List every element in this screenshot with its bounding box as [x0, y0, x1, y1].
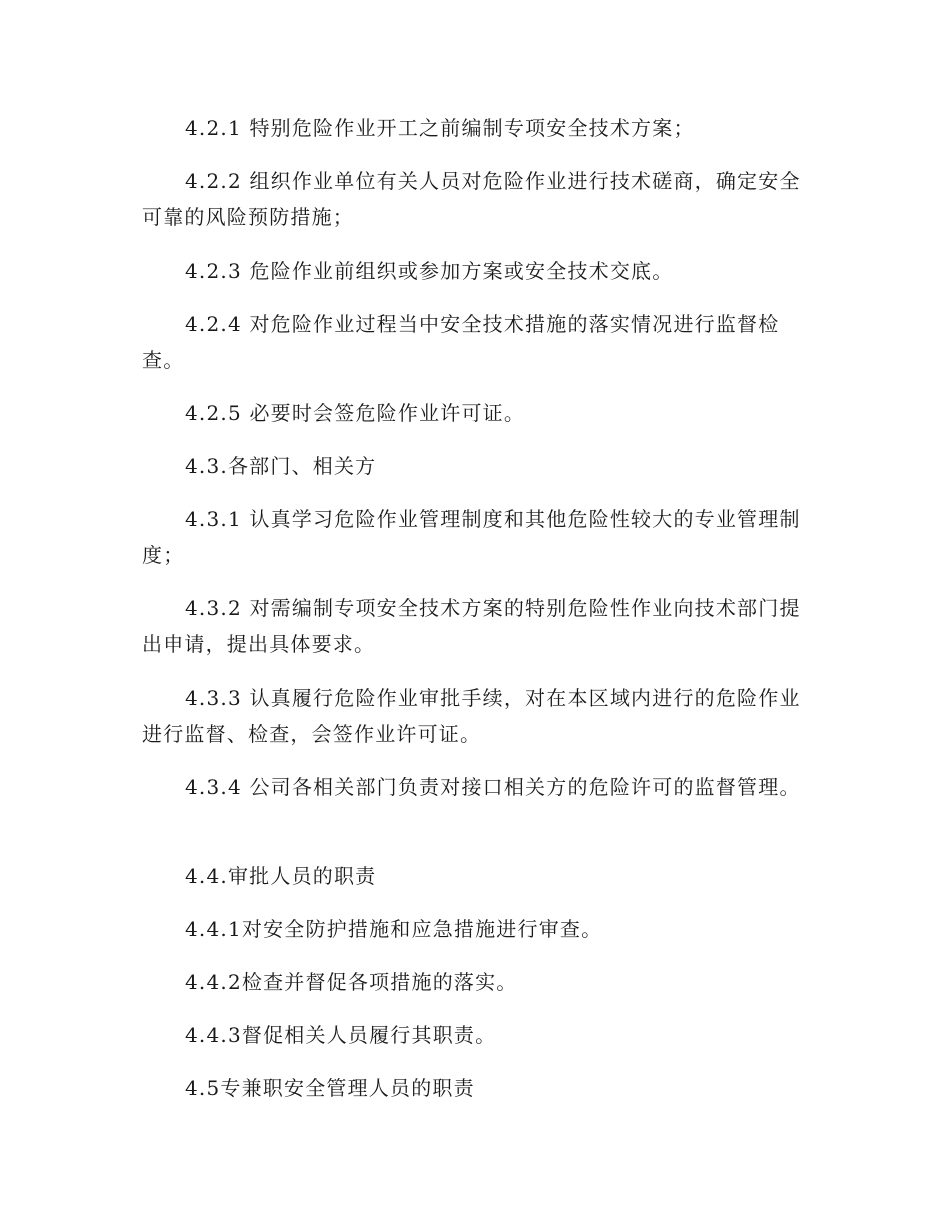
paragraph-4-3-2: 4.3.2 对需编制专项安全技术方案的特别危险性作业向技术部门提出申请，提出具体要求。 [142, 596, 801, 656]
paragraph-4-3-3: 4.3.3 认真履行危险作业审批手续，对在本区域内进行的危险作业进行监督、检查，会签作业许可证。 [142, 686, 801, 746]
paragraph-4-4-3: 4.4.3督促相关人员履行其职责。 [185, 1023, 497, 1047]
paragraph-4-4-1: 4.4.1对安全防护措施和应急措施进行审查。 [185, 917, 603, 941]
paragraph-4-2-1: 4.2.1 特别危险作业开工之前编制专项安全技术方案； [185, 116, 695, 140]
heading-4-4: 4.4.审批人员的职责 [185, 864, 377, 888]
paragraph-4-2-4: 4.2.4 对危险作业过程当中安全技术措施的落实情况进行监督检查。 [142, 312, 780, 372]
paragraph-4-2-5: 4.2.5 必要时会签危险作业许可证。 [185, 401, 526, 425]
paragraph-4-3-1: 4.3.1 认真学习危险作业管理制度和其他危险性较大的专业管理制度； [142, 507, 801, 567]
paragraph-4-2-3: 4.2.3 危险作业前组织或参加方案或安全技术交底。 [185, 259, 674, 283]
paragraph-4-4-2: 4.4.2检查并督促各项措施的落实。 [185, 970, 518, 994]
paragraph-4-3-4: 4.3.4 公司各相关部门负责对接口相关方的危险许可的监督管理。 [185, 775, 801, 799]
heading-4-3: 4.3.各部门、相关方 [185, 454, 377, 478]
paragraph-4-2-2: 4.2.2 组织作业单位有关人员对危险作业进行技术磋商，确定安全可靠的风险预防措施； [142, 169, 801, 229]
heading-4-5: 4.5专兼职安全管理人员的职责 [185, 1076, 475, 1100]
